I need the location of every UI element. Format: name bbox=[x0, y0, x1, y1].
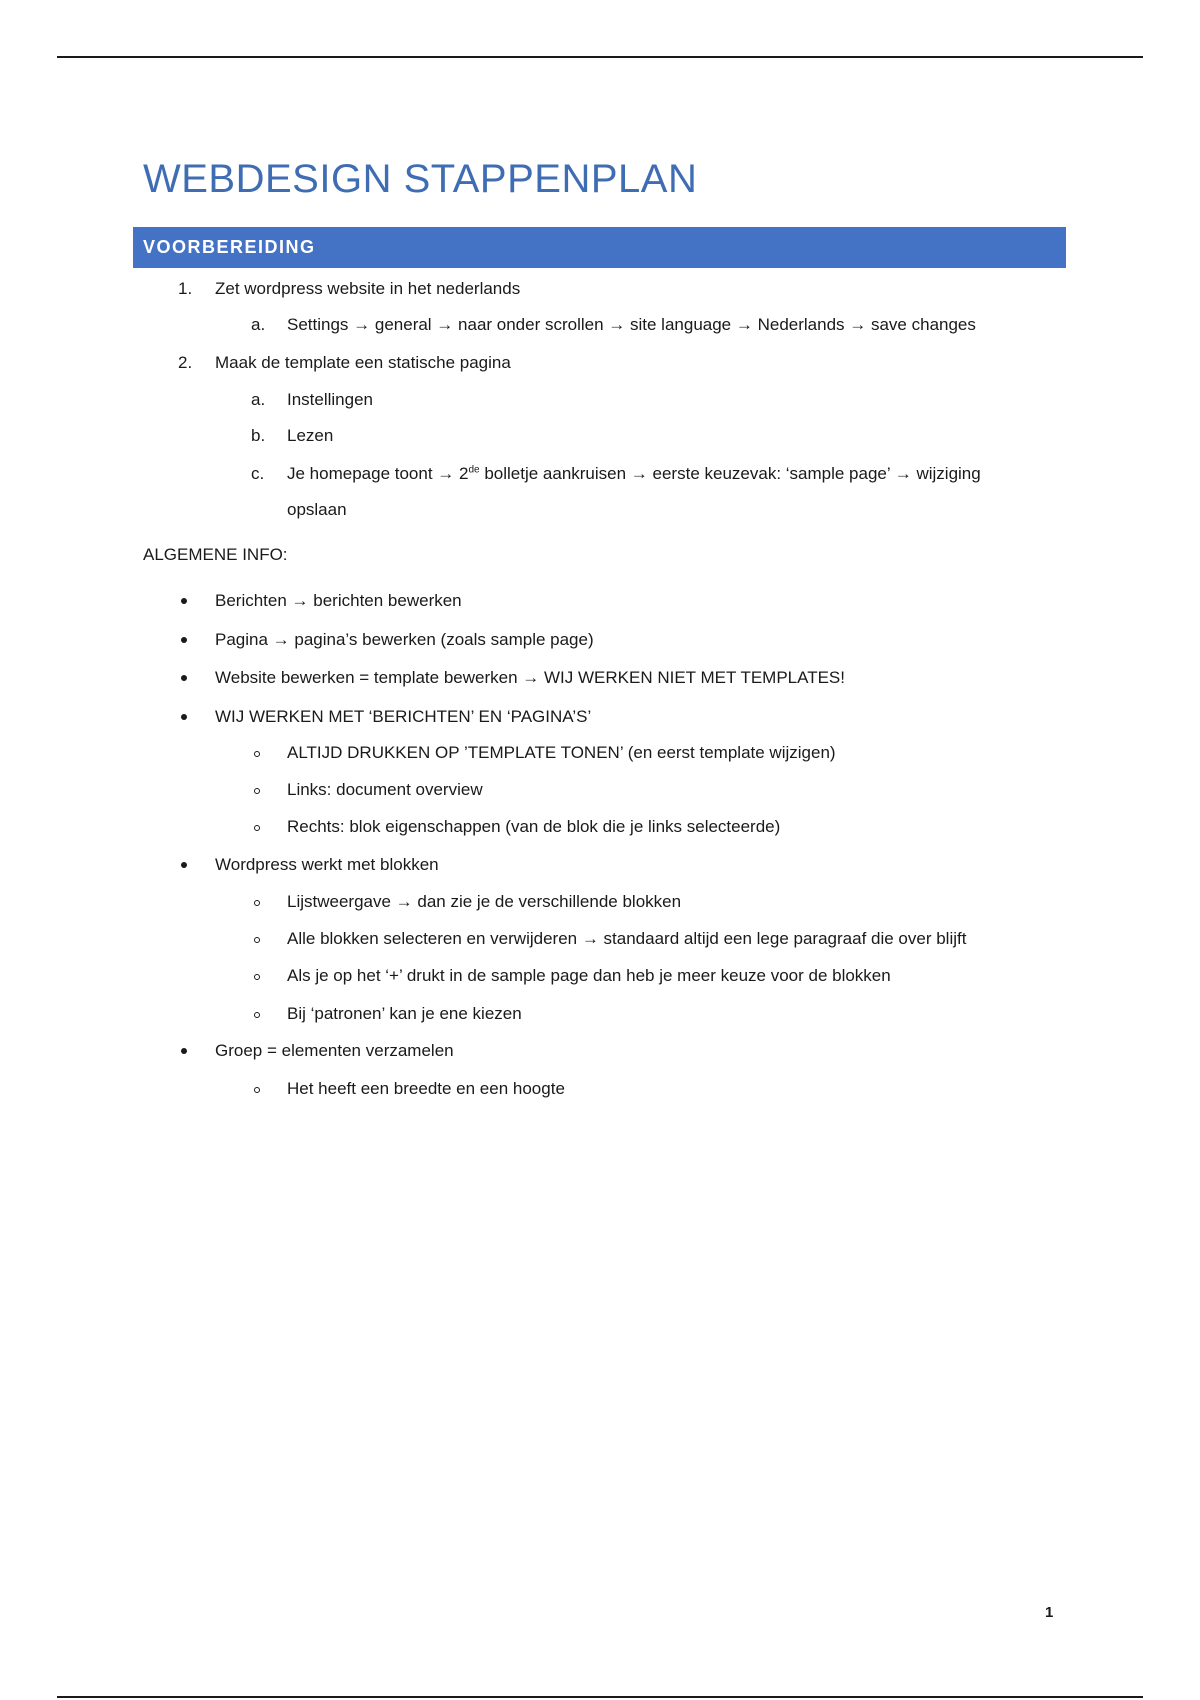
sub-bullet-item: Het heeft een breedte en een hoogte bbox=[287, 1079, 565, 1098]
info-heading: ALGEMENE INFO: bbox=[143, 545, 288, 564]
sub-list-item-text: bolletje aankruisen → eerste keuzevak: ‘sample page’ → wijziging bbox=[479, 464, 981, 483]
sub-list-marker: a. bbox=[251, 315, 266, 334]
bullet-icon bbox=[181, 714, 187, 720]
circle-bullet-icon bbox=[254, 1087, 260, 1093]
section-heading-bar bbox=[133, 227, 1066, 268]
sub-list-marker: b. bbox=[251, 426, 266, 445]
numbered-list-item: Maak de template een statische pagina bbox=[215, 353, 511, 372]
circle-bullet-icon bbox=[254, 974, 260, 980]
sub-bullet-item: Alle blokken selecteren en verwijderen → standaard altijd een lege paragraaf die over blijft bbox=[287, 929, 967, 948]
sub-list-item: Instellingen bbox=[287, 390, 374, 409]
bullet-item: Pagina → pagina’s bewerken (zoals sample page) bbox=[215, 630, 594, 649]
bullet-icon bbox=[181, 1048, 187, 1054]
bullet-icon bbox=[181, 862, 187, 868]
bullet-icon bbox=[181, 675, 187, 681]
sub-bullet-item: Bij ‘patronen’ kan je ene kiezen bbox=[287, 1004, 522, 1023]
ordinal-suffix: de bbox=[468, 464, 480, 476]
sub-bullet-item: Rechts: blok eigenschappen (van de blok die je links selecteerde) bbox=[287, 817, 781, 836]
sub-list-item bbox=[287, 463, 981, 485]
sub-bullet-item: ALTIJD DRUKKEN OP ’TEMPLATE TONEN’ (en eerst template wijzigen) bbox=[287, 743, 836, 762]
section-heading: VOORBEREIDING bbox=[143, 237, 316, 257]
bullet-item: Berichten → berichten bewerken bbox=[215, 591, 462, 610]
bullet-item: Website bewerken = template bewerken → WIJ WERKEN NIET MET TEMPLATES! bbox=[215, 668, 845, 687]
bullet-icon bbox=[181, 637, 187, 643]
sub-bullet-item: Links: document overview bbox=[287, 780, 483, 799]
sub-list-item: Settings → general → naar onder scrollen → site language → Nederlands → save changes bbox=[287, 315, 976, 334]
circle-bullet-icon bbox=[254, 937, 260, 943]
numbered-list-marker: 2. bbox=[178, 353, 193, 372]
header-rule bbox=[57, 56, 1143, 58]
circle-bullet-icon bbox=[254, 900, 260, 906]
bullet-item: Groep = elementen verzamelen bbox=[215, 1041, 454, 1060]
circle-bullet-icon bbox=[254, 825, 260, 831]
circle-bullet-icon bbox=[254, 751, 260, 757]
page-title: WEBDESIGN STAPPENPLAN bbox=[143, 157, 698, 201]
sub-list-item-continuation: opslaan bbox=[287, 500, 347, 519]
numbered-list-item: Zet wordpress website in het nederlands bbox=[215, 279, 521, 298]
bullet-icon bbox=[181, 598, 187, 604]
sub-bullet-item: Als je op het ‘+’ drukt in de sample page dan heb je meer keuze voor de blokken bbox=[287, 966, 891, 985]
numbered-list-marker: 1. bbox=[178, 279, 193, 298]
bullet-item: WIJ WERKEN MET ‘BERICHTEN’ EN ‘PAGINA’S’ bbox=[215, 707, 592, 726]
page-number: 1 bbox=[1045, 1604, 1054, 1621]
bullet-item: Wordpress werkt met blokken bbox=[215, 855, 439, 874]
sub-list-item-text: Je homepage toont → 2 bbox=[287, 464, 469, 483]
sub-bullet-item: Lijstweergave → dan zie je de verschillende blokken bbox=[287, 892, 682, 911]
circle-bullet-icon bbox=[254, 1012, 260, 1018]
sub-list-marker: c. bbox=[251, 464, 265, 483]
footer-rule bbox=[57, 1696, 1143, 1698]
sub-list-item: Lezen bbox=[287, 426, 334, 445]
sub-list-marker: a. bbox=[251, 390, 266, 409]
circle-bullet-icon bbox=[254, 788, 260, 794]
